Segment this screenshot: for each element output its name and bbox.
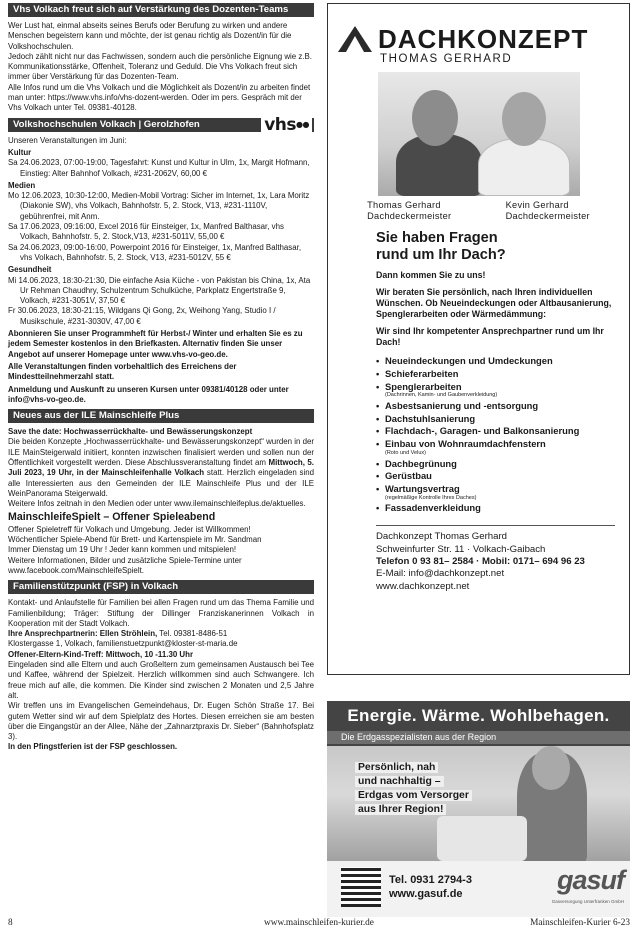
gasuf-contact: Tel. 0931 2794-3 www.gasuf.de	[389, 874, 472, 900]
ad-paragraph-3: Wir sind Ihr kompetenter Ansprechpartner rund um Ihr Dach!	[376, 326, 604, 347]
spieleabend-line: Offener Spieletreff für Volkach und Umgebung. Jeder ist Willkommen!	[8, 524, 251, 534]
category-medien: Medien	[8, 180, 36, 190]
service-item: • Schieferarbeiten	[376, 368, 629, 381]
event-item: Fr 30.06.2023, 18:30-21:15, Wildgans Qi Gong, 2x, Weihong Yang, Studio I / Musikschule, #231-3030V, 47,00 €	[8, 306, 276, 326]
contact-address: Schweinfurter Str. 11 · Volkach-Gaibach	[376, 543, 546, 555]
event-item: Sa 24.06.2023, 09:00-16:00, Powerpoint 2016 für Einsteiger, 1x, Manfred Balthasar, vhs Volkach, Bahnhofstr. 5, 2. Stock, V13, #231-5012V, 55 €	[8, 242, 302, 262]
contact-email[interactable]: E-Mail: info@dachkonzept.net	[376, 568, 505, 580]
event-item: Sa 17.06.2023, 09:16:00, Excel 2016 für Einsteiger, 1x, Manfred Balthasar, vhs Volkach, Bahnhofstr. 5, 2. Stock,V13, #231-5011V, 55,00 €	[8, 222, 284, 242]
owner-1: Thomas Gerhard Dachdeckermeister	[367, 200, 452, 221]
person-head	[532, 746, 570, 790]
dachkonzept-logo	[328, 4, 629, 52]
event-item: Sa 24.06.2023, 07:00-19:00, Tagesfahrt: Kunst und Kultur in Ulm, 1x, Margit Hofmann, Einstieg: Alter Bahnhof Volkach, #231-2062V, 60,00 €	[8, 158, 310, 178]
dachkonzept-ad	[327, 3, 630, 675]
person-head	[412, 90, 458, 146]
dozenten-paragraph-1: Wer Lust hat, einmal abseits seines Berufs oder Berufung zu wirken und andere Menschen begeistern kann und möchte, der ist genau richtig als Dozent/in für die Volkshochschulen.	[8, 21, 292, 51]
owner-names	[328, 200, 629, 222]
contact-website[interactable]: www.dachkonzept.net	[376, 580, 470, 592]
section-heading-fsp: Familienstützpunkt (FSP) in Volkach	[8, 580, 314, 594]
vhs-participants-note: Alle Veranstaltungen finden vorbehaltlich des Erreichens der Mindestteilnehmerzahl statt.	[8, 361, 237, 382]
event-item: Mo 12.06.2023, 10:30-12:00, Medien-Mobil Vortrag: Sicher im Internet, 1x, Lara Moritz (Diakonie SW), vhs Volkach, Bahnhofstr. 5, 2. Stock, V13, #231-1110V, gebührenfrei, mit Anm.	[8, 191, 310, 221]
vhs-intro: Unseren Veranstaltungen im Juni:	[8, 135, 127, 145]
service-item: • Dachstuhlsanierung	[376, 413, 629, 426]
gasuf-logo: gasuf	[556, 865, 624, 895]
person-shape	[478, 138, 570, 196]
ile-paragraph-2: Weitere Infos zeitnah in den Medien oder unter www.ilemainschleifeplus.de/aktuelles.	[8, 499, 306, 509]
vhs-heading-text: Volkshochschulen Volkach | Gerolzhofen	[13, 118, 200, 130]
spieleabend-line: www.facebook.com/MainschleifeSpielt.	[8, 565, 144, 575]
service-item: • Dachbegrünung	[376, 458, 629, 471]
ad-question: Sie haben Fragen rund um Ihr Dach?	[376, 230, 506, 263]
ad-paragraph-2: Wir beraten Sie persönlich, nach Ihren individuellen Wünschen. Ob Neueindeckungen oder Altbausanierung, Spenglerarbeiten oder Wärmedämmung:	[376, 287, 612, 319]
gasuf-subline: Die Erdgasspezialisten aus der Region	[327, 731, 630, 744]
fsp-address: Klostergasse 1, Volkach, familienstuetzpunkt@kloster-st-maria.de	[8, 639, 238, 649]
spieleabend-line: Weitere Informationen, Bilder und zusätzliche Spiele-Termine unter	[8, 555, 242, 565]
ad-paragraph-1: Dann kommen Sie zu uns!	[376, 270, 486, 280]
left-column	[8, 3, 314, 753]
contact-name: Dachkonzept Thomas Gerhard	[376, 531, 508, 543]
footer-website: www.mainschleifen-kurier.de	[264, 918, 374, 928]
category-kultur: Kultur	[8, 147, 32, 157]
fsp-paragraph-3: Wir treffen uns im Evangelischen Gemeindehaus, Dr. Eugen Schön Straße 17. Bei gutem Wetter sind wir auf dem Spielplatz des Hortes. Diesen erreichen sie am besten über die Eingangstür an der Allee, Nähe der „Zahnarztpraxis Dr. Sieber“ (Bahnhofsplatz 3).	[8, 701, 314, 742]
services-list	[328, 355, 629, 515]
brand-subtitle: THOMAS GERHARD	[380, 53, 513, 65]
service-item: • Einbau von Wohnraumdachfenstern (Roto und Velux)	[376, 438, 629, 456]
section-heading-dozenten: Vhs Volkach freut sich auf Verstärkung des Dozenten-Teams	[8, 3, 314, 17]
section-heading-ile: Neues aus der ILE Mainschleife Plus	[8, 409, 314, 423]
vhs-subscribe-note: Abonnieren Sie unser Programmheft für Herbst-/ Winter und erhalten Sie es zu jedem Semester kostenlos in den Briefkasten. Alternativ finden Sie unser Angebot auf unserer Homepage unter www.vhs-vo-geo.de.	[8, 329, 303, 359]
ile-save-the-date: Save the date: Hochwasserrückhalte- und Bewässerungskonzept	[8, 427, 253, 437]
category-gesundheit: Gesundheit	[8, 265, 52, 275]
vhs-logo: vhs●●	[261, 116, 312, 134]
ile-paragraph-1: Die beiden Konzepte „Hochwasserrückhalte- und Bewässerungskonzept“ wurden in der ILE MainSteigerwald initiiert, konnten inzwischen finalisiert werden und sollen nun der Öffentlichkeit vorgestellt werden. Diese Abschlussveranstaltung findet am Mittwoch, 5. Juli 2023, 19 Uhr, in der Mainschleifenhalle Volkach statt. Herzlich eingeladen sind alle Interessierten aus den Gemeinden der ILE Mainschleife Plus und der ILE WeinPanorama Steigerwald.	[8, 437, 314, 498]
service-item: • Fassadenverkleidung	[376, 502, 629, 515]
fsp-contact: Ihre Ansprechpartnerin: Ellen Ströhlein, Tel. 09381-8486-51	[8, 629, 228, 639]
right-column	[327, 3, 630, 904]
roof-triangle-icon	[338, 26, 372, 52]
owners-photo	[378, 72, 580, 196]
divider	[376, 525, 615, 526]
spieleabend-line: Wöchentlicher Spiele-Abend für Brett- und Kartenspiele im Mr. Sandman	[8, 535, 262, 545]
spieleabend-line: Immer Dienstag um 19 Uhr ! Jeder kann kommen und mitspielen!	[8, 545, 237, 555]
ad-contact	[328, 531, 629, 593]
dozenten-paragraph-3: Alle Infos rund um die Vhs Volkach und die Möglichkeit als Dozent/in zu arbeiten findet man unter: https://www.vhs.info/vhs-dozent-werden. Oder im pers. Gespräch mit der Vhs Volkach unter Tel. 09381-40128.	[8, 82, 311, 113]
contact-phone: Telefon 0 93 81– 2584 · Mobil: 0171– 694 96 23	[376, 556, 585, 568]
qr-code-icon[interactable]	[341, 867, 381, 907]
section-heading-vhs	[8, 114, 314, 135]
gasuf-callout: Persönlich, nah und nachhaltig – Erdgas vom Versorger aus Ihrer Region!	[355, 761, 472, 817]
gasuf-footer-band	[327, 861, 630, 917]
owner-2: Kevin Gerhard Dachdeckermeister	[505, 200, 590, 221]
service-item: • Asbestsanierung und -entsorgung	[376, 400, 629, 413]
brand-name: DACHKONZEPT	[378, 24, 589, 54]
event-item: Mi 14.06.2023, 18:30-21:30, Die einfache Asia Küche - von Pakistan bis China, 1x, Ata Ur Rehman Chaudhry, Schulzentrum Schulküche, Parkplatz Engertstraße 9, Volkach, #231-3051V, 37,50 €	[8, 275, 311, 306]
spieleabend-title: MainschleifeSpielt – Offener Spieleabend	[8, 511, 216, 524]
fsp-treff-heading: Offener-Eltern-Kind-Treff: Mittwoch, 10 -11.30 Uhr	[8, 649, 194, 659]
page-number: 8	[8, 918, 13, 928]
gasuf-headline: Energie. Wärme. Wohlbehagen.	[347, 706, 610, 725]
vhs-registration-note: Anmeldung und Auskunft zu unseren Kursen unter 09381/40128 oder unter info@vhs-vo-geo.de.	[8, 384, 289, 404]
fsp-paragraph-1: Kontakt- und Anlaufstelle für Familien bei allen Fragen rund um das Thema Familie und Familienbildung; Träger: Stiftung der Dillinger Franziskanerinnen Volkach in Kooperation mit der Stadt Volkach.	[8, 598, 314, 628]
gasuf-logo-subtitle: Gasversorgung Unterfranken GmbH	[551, 899, 624, 904]
fsp-paragraph-2: Eingeladen sind alle Eltern und auch Großeltern zum gemeinsamen Austausch bei Tee und Kaffee, während der Spielzeit. Herzlich willkommen sind auch Schwangere. Ich freue mich auf alle, die kommen. Die Kinder sind zwischen 2 Monaten und 2,5 Jahre alt.	[8, 660, 314, 700]
service-item: • Spenglerarbeiten (Dachrinnen, Kamin- und Gaubenverkleidung)	[376, 381, 629, 399]
service-item: • Wartungsvertrag (regelmäßige Kontrolle Ihres Daches)	[376, 483, 629, 501]
service-item: • Gerüstbau	[376, 470, 629, 483]
dozenten-paragraph-2: Jedoch zählt nicht nur das Fachwissen, sondern auch die persönliche Eignung wie z.B. Kommunikationsstärke, Offenheit, Toleranz und Geduld. Die Vhs Volkach freut sich immer über Verstärkung für das Dozenten-Team.	[8, 51, 312, 82]
person-head	[502, 92, 546, 146]
service-item: • Flachdach-, Garagen- und Balkonsanierung	[376, 425, 629, 438]
gasuf-ad	[327, 701, 630, 917]
fsp-closing-note: In den Pfingstferien ist der FSP geschlossen.	[8, 742, 178, 752]
service-item: • Neueindeckungen und Umdeckungen	[376, 355, 629, 368]
footer-issue: Mainschleifen-Kurier 6-23	[530, 918, 630, 928]
van-shape	[437, 816, 527, 861]
